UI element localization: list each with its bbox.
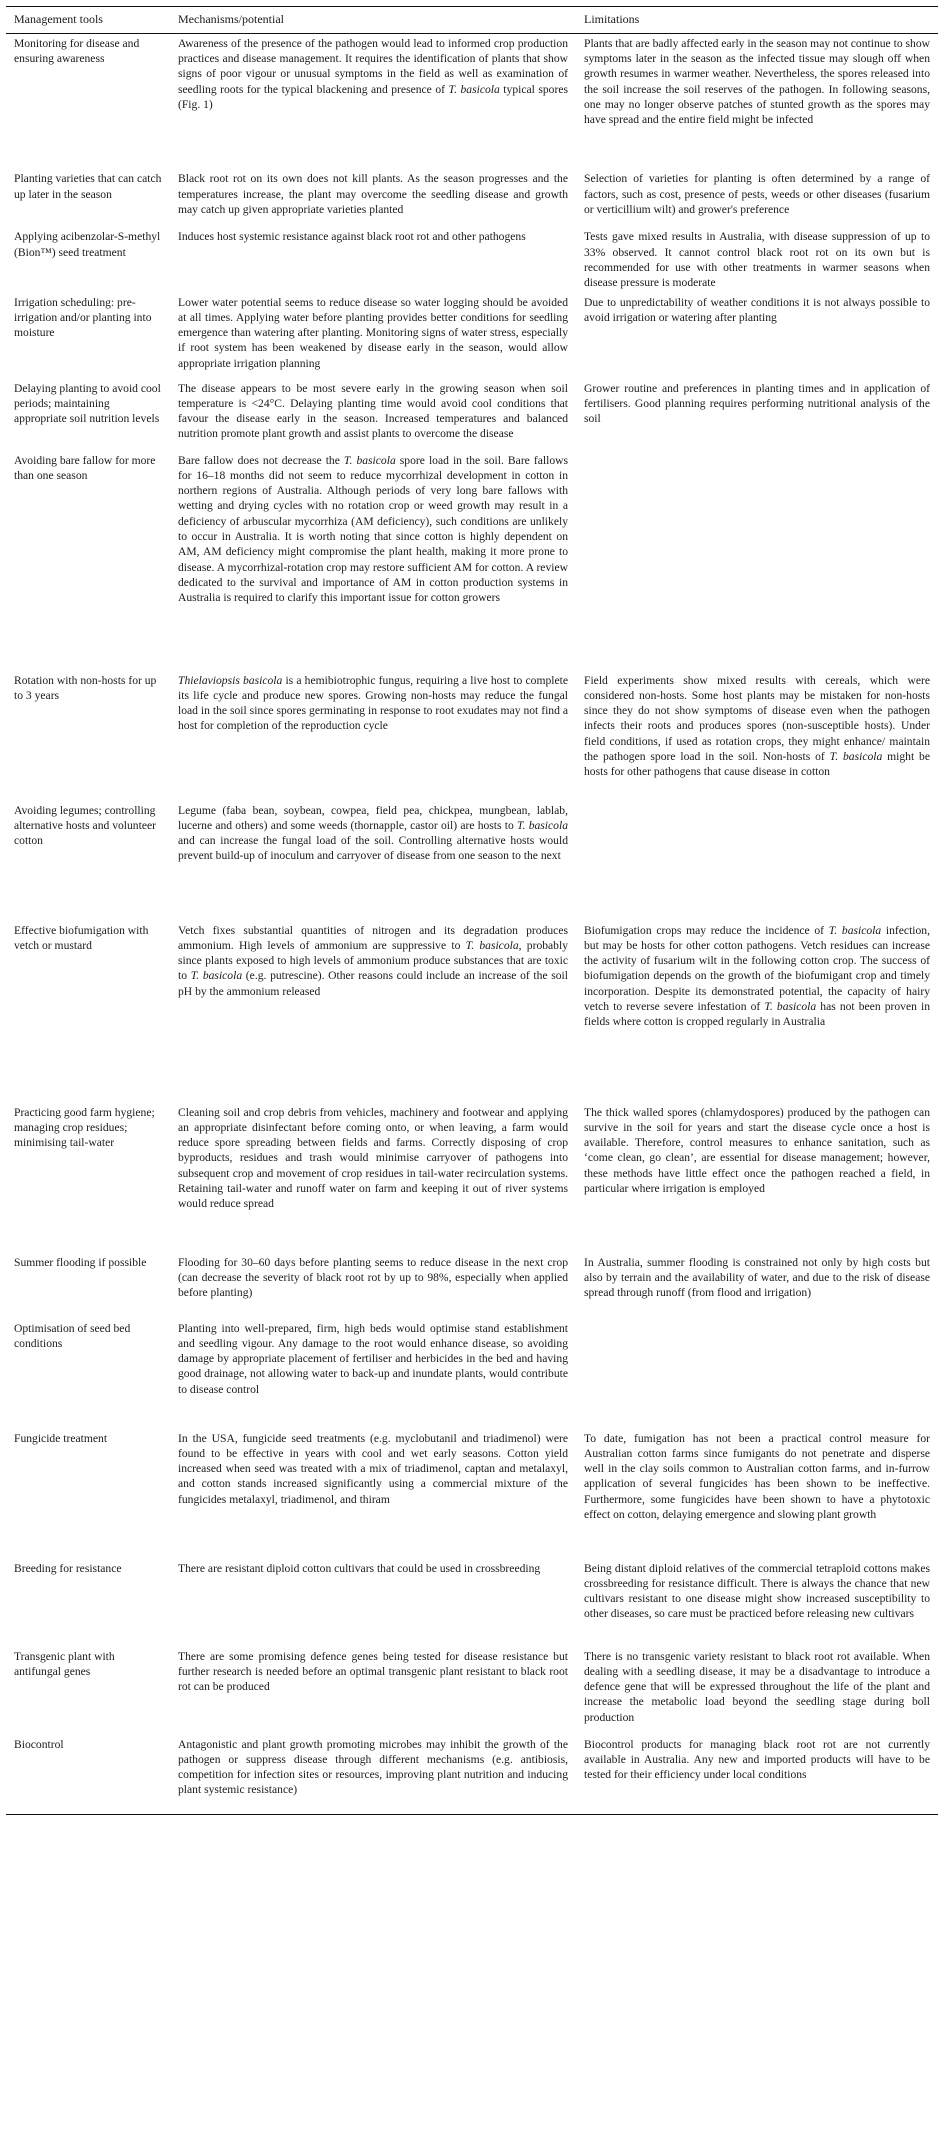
tool-cell: Transgenic plant with antifungal genes	[14, 1649, 115, 1678]
mechanism-cell: Cleaning soil and crop debris from vehicles, machinery and footwear and applying an appropriate disinfectant before coming onto, or when leaving, a farm would reduce spore spreading between fields and farms. Correctly disposing of crop byproducts, residues and trash would minimise carryover of pathogens into subsequent crop and movement of crop residues in tail-water recirculation systems. Retaining tail-water and runoff water on farm and keeping it out of river systems would reduce spread	[178, 1105, 568, 1211]
mechanism-cell: Legume (faba bean, soybean, cowpea, field pea, chickpea, mungbean, lablab, lucerne and others) and some weeds (thornapple, castor oil) are hosts to T. basicola and can increase the fungal load of the soil. Controlling alternative hosts would prevent build-up of inoculum and carryover of disease from one season to the next	[178, 803, 568, 863]
table-row	[6, 33, 938, 169]
mechanism-cell: Thielaviopsis basicola is a hemibiotrophic fungus, requiring a live host to complete its life cycle and produce new spores. Growing non-hosts may reduce the fungal load in the soil since spores germinating in response to root exudates may not find a host for completion of the reproduction cycle	[178, 673, 568, 733]
table-row	[6, 169, 938, 227]
limitation-cell	[576, 1319, 938, 1429]
tool-cell: Summer flooding if possible	[14, 1255, 147, 1269]
tool-cell: Avoiding legumes; controlling alternative hosts and volunteer cotton	[14, 803, 156, 848]
mechanism-cell: Bare fallow does not decrease the T. basicola spore load in the soil. Bare fallows for 16–18 months did not seem to reduce mycorrhizal development in cotton in northern regions of Australia. Although periods of very long bare fallows with wetting and drying cycles with no rotation crop or weed growth may result in a deficiency of arbuscular mycorrhiza (AM deficiency), such conditions are unlikely to occur in Australia. It is worth noting that since cotton is highly dependent on AM, AM deficiency might compromise the plant health, making it more prone to disease. A mycorrhizal-rotation crop may restore sufficient AM for cotton. A review dedicated to the survival and importance of AM in cotton production systems in Australia is required to clarify this important issue for cotton growers	[178, 453, 568, 605]
limitation-cell: In Australia, summer flooding is constrained not only by high costs but also by terrain and the availability of water, and due to the risk of disease spread through runoff (from flood and irrigation)	[584, 1255, 930, 1300]
table-row	[6, 1647, 938, 1735]
tool-cell: Rotation with non-hosts for up to 3 years	[14, 673, 157, 702]
table-row	[6, 1103, 938, 1253]
management-tools-table	[6, 6, 938, 1815]
tool-cell: Practicing good farm hygiene; managing crop residues; minimising tail-water	[14, 1105, 155, 1150]
table-header	[6, 7, 938, 34]
mechanism-cell: Awareness of the presence of the pathogen would lead to informed crop production practices and disease management. It requires the identification of plants that show signs of poor vigour or unusual symptoms in the field as well as examination of seedling roots for the typical blackening and presence of T. basicola typical spores (Fig. 1)	[178, 36, 568, 112]
table-row	[6, 377, 938, 451]
table-body	[6, 33, 938, 1814]
tool-cell: Effective biofumigation with vetch or mustard	[14, 923, 149, 952]
table-row	[6, 921, 938, 1103]
limitation-cell: Due to unpredictability of weather conditions it is not always possible to avoid irrigation or watering after planting	[584, 295, 930, 324]
limitation-cell: Biocontrol products for managing black root rot are not currently available in Australia. Any new and imported products will have to be tested for their efficiency under local conditions	[584, 1737, 930, 1782]
limitation-cell: Selection of varieties for planting is often determined by a range of factors, such as cost, presence of pests, weeds or other diseases (fusarium or verticillium wilt) and grower's preference	[584, 172, 930, 216]
tool-cell: Optimisation of seed bed conditions	[14, 1321, 131, 1350]
tool-cell: Delaying planting to avoid cool periods; maintaining appropriate soil nutrition levels	[14, 381, 161, 426]
table-row	[6, 1429, 938, 1559]
mechanism-cell: There are resistant diploid cotton cultivars that could be used in crossbreeding	[178, 1561, 541, 1575]
table-row	[6, 671, 938, 801]
table-row	[6, 1735, 938, 1815]
limitation-cell: The thick walled spores (chlamydospores) produced by the pathogen can survive in the soil for years and start the disease cycle once a host is available. Therefore, control measures to enhance sanitation, such as ‘come clean, go clean’, are essential for disease management; however, these methods have little effect once the pathogen reached a field, in particular where irrigation is employed	[584, 1105, 930, 1195]
table-row	[6, 1559, 938, 1647]
limitation-cell: Being distant diploid relatives of the commercial tetraploid cottons makes crossbreeding for resistance difficult. There is always the chance that new cultivars resistant to one disease might show increased susceptibility to other diseases, so care must be practiced before releasing new cultivars	[584, 1561, 930, 1621]
header-row	[6, 7, 938, 34]
mechanism-cell: The disease appears to be most severe early in the growing season when soil temperature is <24°C. Delaying planting time would avoid cool conditions that favour the disease early in the season. Increased temperatures and balanced nutrition promote plant growth and assist plants to overcome the disease	[178, 381, 568, 441]
limitation-cell: To date, fumigation has not been a practical control measure for Australian cotton farms since fumigants do not penetrate and disperse well in the clay soils common to Australian cotton farms, and in-furrow application of several fungicides has been shown to be ineffective. Furthermore, some fungicides have been shown to have a phytotoxic effect on cotton, delaying emergence and slowing plant growth	[584, 1431, 930, 1521]
limitation-cell: Grower routine and preferences in planting times and in application of fertilisers. Good planning requires performing nutritional analysis of the soil	[584, 381, 930, 426]
tool-cell: Monitoring for disease and ensuring awareness	[14, 36, 140, 66]
table-row	[6, 451, 938, 671]
mechanism-cell: Black root rot on its own does not kill plants. As the season progresses and the temperatures increase, the plant may overcome the seedling disease and growth may catch up given appropriate varieties planted	[178, 172, 568, 216]
tool-cell: Irrigation scheduling: pre-irrigation and/or planting into moisture	[14, 295, 152, 340]
table-row	[6, 227, 938, 290]
mechanism-cell: Antagonistic and plant growth promoting microbes may inhibit the growth of the pathogen or suppress disease through different mechanisms (e.g. antibiosis, competition for infection sites or resources, improving plant nutrition and inducing plant systemic resistance)	[178, 1737, 568, 1797]
limitation-cell: Plants that are badly affected early in the season may not continue to show symptoms later in the season as the infected tissue may slough off when growth resumes in warmer weather. Nevertheless, the spores released into the soil increase the soil reserves of the pathogen. In following seasons, one may no longer observe patches of stunted growth as the spores may have spread and the entire field might be infected	[584, 36, 930, 127]
table-row	[6, 801, 938, 921]
tool-cell: Planting varieties that can catch up later in the season	[14, 172, 162, 201]
table-row	[6, 1253, 938, 1319]
tool-cell: Applying acibenzolar-S-methyl (Bion™) seed treatment	[14, 230, 161, 259]
header-mechanisms: Mechanisms/potential	[178, 12, 284, 26]
mechanism-cell: There are some promising defence genes being tested for disease resistance but further research is needed before an optimal transgenic plant resistant to black root rot can be produced	[178, 1649, 568, 1694]
mechanism-cell: Flooding for 30–60 days before planting seems to reduce disease in the next crop (can decrease the severity of black root rot by up to 98%, especially when applied before planting)	[178, 1255, 568, 1300]
mechanism-cell: Lower water potential seems to reduce disease so water logging should be avoided at all times. Applying water before planting provides better conditions for seedling emergence than watering after planting. Monitoring signs of water stress, especially if root system has been weakened by disease early in the season, would allow appropriate irrigation planning	[178, 295, 568, 370]
table-row	[6, 291, 938, 377]
mechanism-cell: Planting into well-prepared, firm, high beds would optimise stand establishment and seedling vigour. Any damage to the root would enhance disease, so avoiding damage by appropriate placement of fertiliser and herbicides in the bed and having good drainage, not allowing water to back-up and inundate plants, would contribute to disease control	[178, 1321, 568, 1396]
limitation-cell: Field experiments show mixed results with cereals, which were considered non-hosts. Some host plants may be mistaken for non-hosts since they do not show symptoms of disease even when the pathogen infects their roots and produces spores (non-susceptible hosts). Under field conditions, if used as rotation crops, they might enhance/ maintain the pathogen spore load in the soil. Non-hosts of T. basicola might be hosts for other pathogens that cause disease in cotton	[584, 673, 930, 779]
header-limitations: Limitations	[584, 12, 640, 26]
table-row	[6, 1319, 938, 1429]
tool-cell: Avoiding bare fallow for more than one season	[14, 453, 156, 482]
mechanism-cell: Induces host systemic resistance against black root rot and other pathogens	[178, 230, 526, 244]
limitation-cell	[576, 451, 938, 671]
limitation-cell	[576, 801, 938, 921]
limitation-cell: There is no transgenic variety resistant to black root rot available. When dealing with a seedling disease, it may be a disadvantage to introduce a defence gene that will be expressed throughout the life of the plant and increase the metabolic load beyond the seedling stage during boll production	[584, 1649, 930, 1724]
mechanism-cell: In the USA, fungicide seed treatments (e.g. myclobutanil and triadimenol) were found to be effective in years with cool and wet early seasons. Cotton yield increased when seed was treated with a mix of triadimenol, captan and metalaxyl, and cotton stands increased significantly using a commercial mixture of the fungicides metalaxyl, triadimenol, and thiram	[178, 1431, 568, 1506]
mechanism-cell: Vetch fixes substantial quantities of nitrogen and its degradation produces ammonium. High levels of ammonium are suppressive to T. basicola, probably since plants exposed to high levels of ammonium produce substances that are toxic to T. basicola (e.g. putrescine). Other reasons could include an increase of the soil pH by the ammonium released	[178, 923, 568, 998]
tool-cell: Biocontrol	[14, 1737, 64, 1751]
tool-cell: Breeding for resistance	[14, 1561, 122, 1575]
limitation-cell: Biofumigation crops may reduce the incidence of T. basicola infection, but may be hosts for other cotton pathogens. Vetch residues can increase the activity of fusarium wilt in the following cotton crop. The success of biofumigation depends on the growth of the biofumigant crop and timely incorporation. Despite its demonstrated potential, the capacity of hairy vetch to reverse severe infestation of T. basicola has not been proven in fields where cotton is cropped regularly in Australia	[584, 923, 931, 1029]
limitation-cell: Tests gave mixed results in Australia, with disease suppression of up to 33% observed. It cannot control black root rot on its own but is recommended for use with other treatments in warmer seasons when disease pressure is moderate	[584, 230, 930, 290]
header-management-tools: Management tools	[14, 12, 103, 26]
tool-cell: Fungicide treatment	[14, 1431, 108, 1445]
